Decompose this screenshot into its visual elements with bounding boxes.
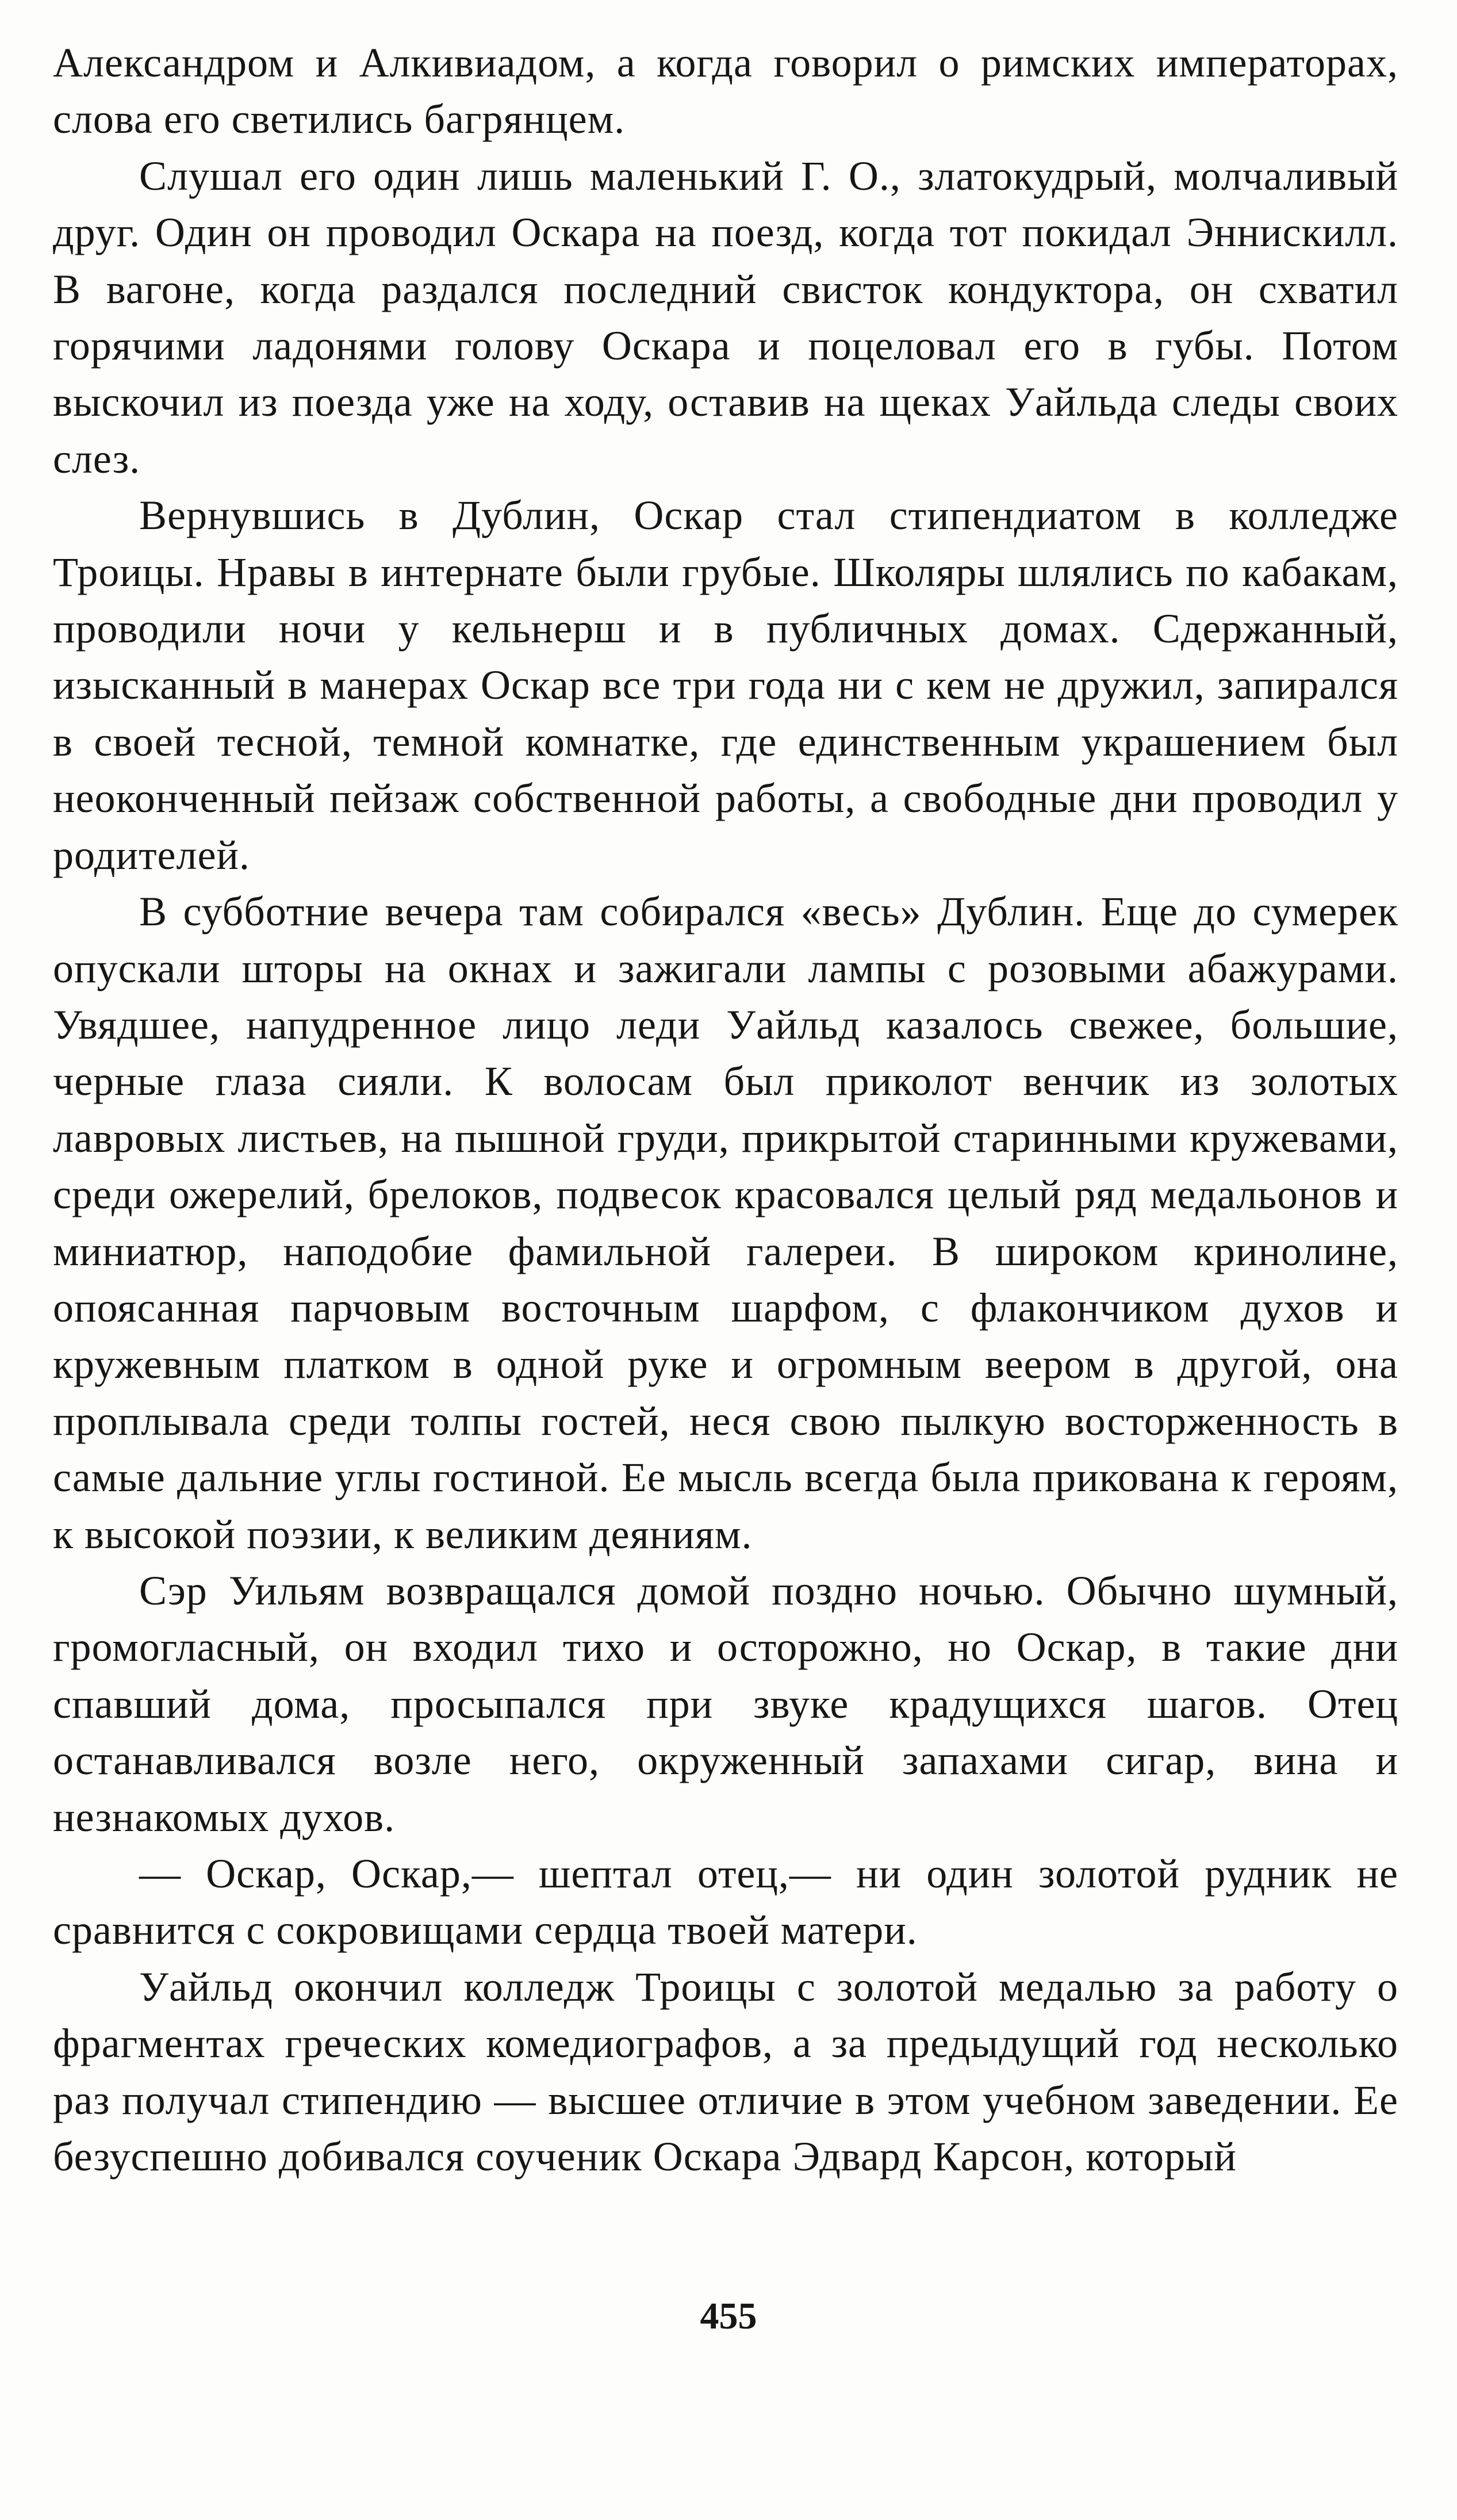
paragraph: Уайльд окончил колледж Троицы с золотой медалью за работу о фрагментах греческих комедиографов, а за предыдущий год несколько раз получал стипендию — высшее отличие в этом учебном заведении. Ее безуспешно добивался соученик Оскара Эдвард Карсон, который (53, 1963, 1398, 2180)
paragraph: Слушал его один лишь маленький Г. О., златокудрый, молчаливый друг. Один он проводил Оскара на поезд, когда тот покидал Эннискилл. В вагоне, когда раздался последний свисток кондуктора, он схватил горячими ладонями голову Оскара и поцеловал его в губы. Потом выскочил из поезда уже на ходу, оставив на щеках Уайльда следы своих слез. (53, 152, 1398, 482)
page-number: 455 (700, 2295, 757, 2337)
paragraph: Вернувшись в Дублин, Оскар стал стипендиатом в колледже Троицы. Нравы в интернате были грубые. Школяры шлялись по кабакам, проводили ночи у кельнерш и в публичных домах. Сдержанный, изысканный в манерах Оскар все три года ни с кем не дружил, запирался в своей тесной, темной комнатке, где единственным украшением был неоконченный пейзаж собственной работы, а свободные дни проводил у родителей. (53, 492, 1398, 878)
paragraph-continuation: Александром и Алкивиадом, а когда говорил о римских императорах, слова его светились багрянцем. (53, 40, 1398, 143)
paragraph: В субботние вечера там собирался «весь» Дублин. Еще до сумерек опускали шторы на окнах и зажигали лампы с розовыми абажурами. Увядшее, напудренное лицо леди Уайльд казалось свежее, большие, черные глаза сияли. К волосам был приколот венчик из золотых лавровых листьев, на пышной груди, прикрытой старинными кружевами, среди ожерелий, брелоков, подвесок красовался целый ряд медальонов и миниатюр, наподобие фамильной галереи. В широком кринолине, опоясанная парчовым восточным шарфом, с флакончиком духов и кружевным платком в одной руке и огромным веером в другой, она проплывала среди толпы гостей, неся свою пылкую восторженность в самые дальние углы гостиной. Ее мысль всегда была прикована к героям, к высокой поэзии, к великим деяниям. (53, 888, 1398, 1557)
paragraph-dialogue: — Оскар, Оскар,— шептал отец,— ни один золотой рудник не сравнится с сокровищами сердца твоей матери. (53, 1851, 1398, 1954)
page-text (53, 35, 1398, 2185)
paragraph: Сэр Уильям возвращался домой поздно ночью. Обычно шумный, громогласный, он входил тихо и осторожно, но Оскар, в такие дни спавший дома, просыпался при звуке крадущихся шагов. Отец останавливался возле него, окруженный запахами сигар, вина и незнакомых духов. (53, 1567, 1398, 1840)
